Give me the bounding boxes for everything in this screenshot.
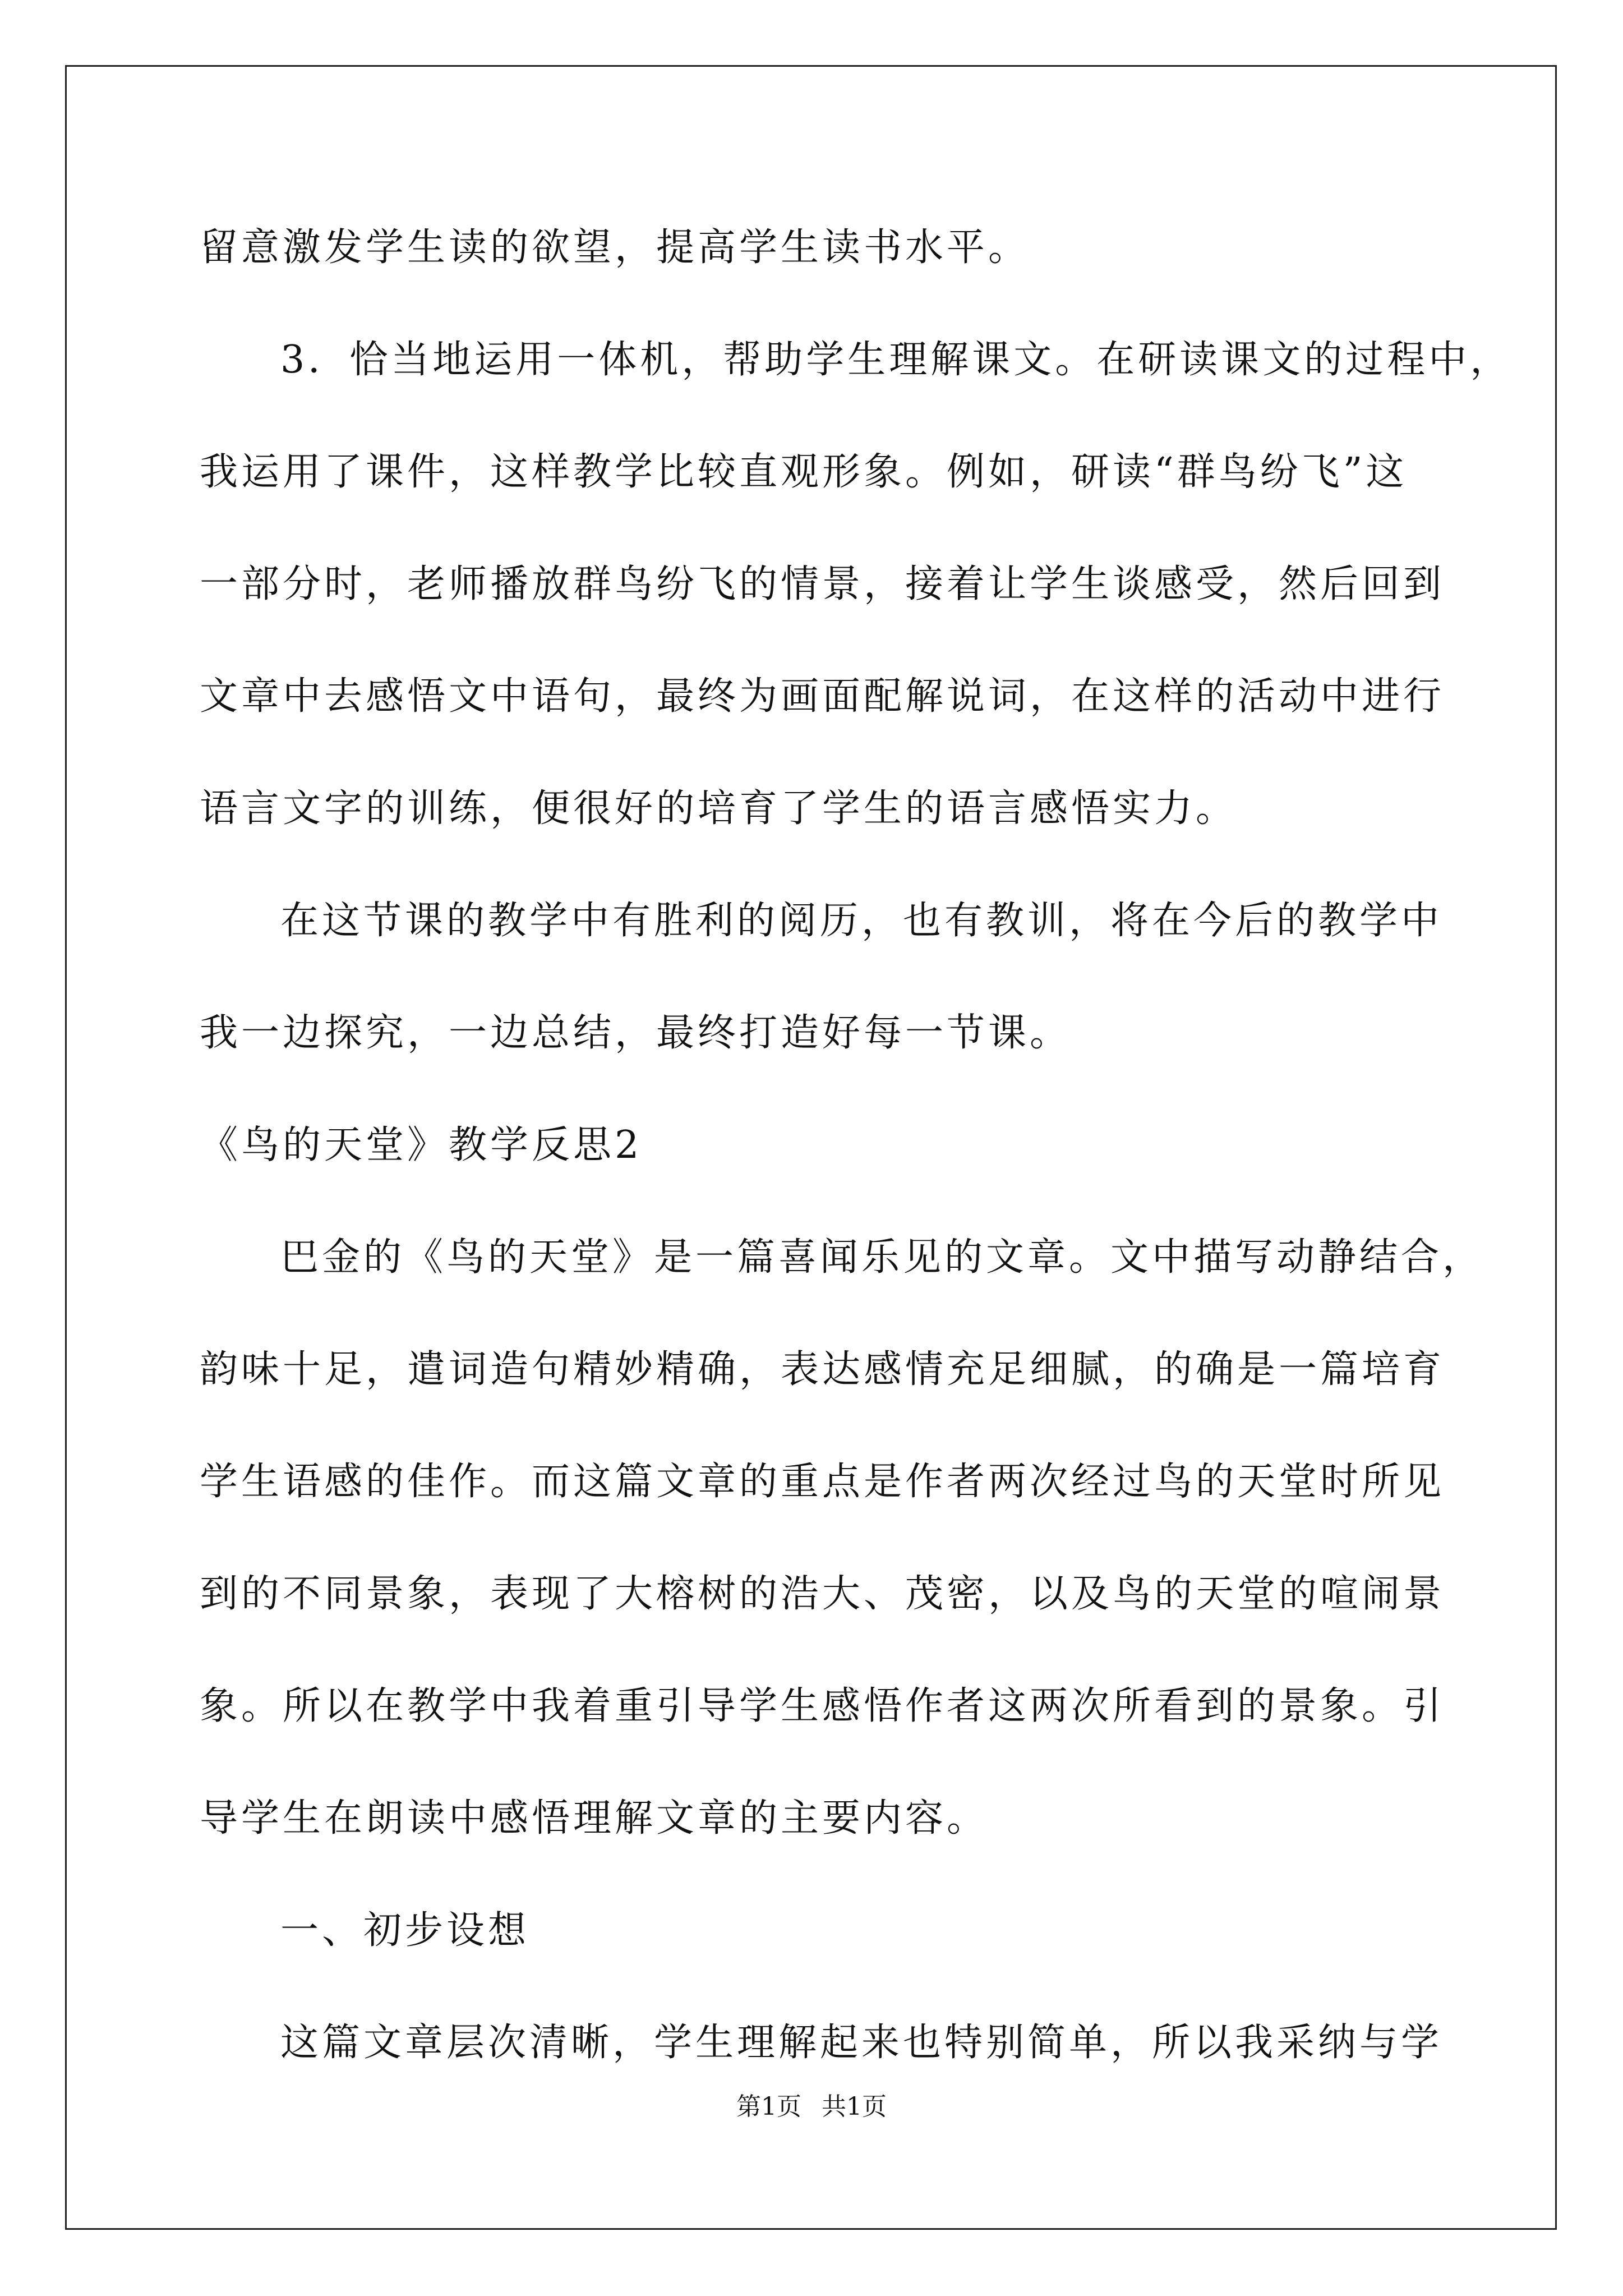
text-line: 象。所以在教学中我着重引导学生感悟作者这两次所看到的景象。引 bbox=[200, 1684, 1445, 1728]
text-line: 在这节课的教学中有胜利的阅历，也有教训，将在今后的教学中 bbox=[280, 899, 1443, 943]
text-line: 语言文字的训练，便很好的培育了学生的语言感悟实力。 bbox=[200, 786, 1238, 831]
text-line: 巴金的《鸟的天堂》是一篇喜闻乐见的文章。文中描写动静结合， bbox=[280, 1235, 1484, 1280]
page-total: 共1页 bbox=[822, 2092, 887, 2121]
text-line: 我一边探究，一边总结，最终打造好每一节课。 bbox=[200, 1011, 1072, 1055]
text-line: 一部分时，老师播放群鸟纷飞的情景，接着让学生谈感受，然后回到 bbox=[200, 562, 1445, 606]
page-footer bbox=[0, 2091, 1623, 2123]
section-heading: 《鸟的天堂》教学反思2 bbox=[200, 1123, 643, 1167]
text-line: 学生语感的佳作。而这篇文章的重点是作者两次经过鸟的天堂时所见 bbox=[200, 1460, 1445, 1504]
text-line: 到的不同景象，表现了大榕树的浩大、茂密，以及鸟的天堂的喧闹景 bbox=[200, 1572, 1445, 1616]
text-line: 我运用了课件，这样教学比较直观形象。例如，研读“群鸟纷飞”这 bbox=[200, 450, 1408, 494]
subsection-heading: 一、初步设想 bbox=[280, 1908, 530, 1953]
text-line: 文章中去感悟文中语句，最终为画面配解说词，在这样的活动中进行 bbox=[200, 674, 1445, 719]
text-line: 留意激发学生读的欲望，提高学生读书水平。 bbox=[200, 226, 1030, 270]
text-line: 导学生在朗读中感悟理解文章的主要内容。 bbox=[200, 1796, 989, 1841]
text-line: 韵味十足，遣词造句精妙精确，表达感情充足细腻，的确是一篇培育 bbox=[200, 1347, 1445, 1392]
text-line: 这篇文章层次清晰，学生理解起来也特别简单，所以我采纳与学 bbox=[280, 2021, 1443, 2065]
text-line: 3．恰当地运用一体机，帮助学生理解课文。在研读课文的过程中， bbox=[280, 338, 1512, 382]
page-number: 第1页 bbox=[736, 2092, 801, 2121]
